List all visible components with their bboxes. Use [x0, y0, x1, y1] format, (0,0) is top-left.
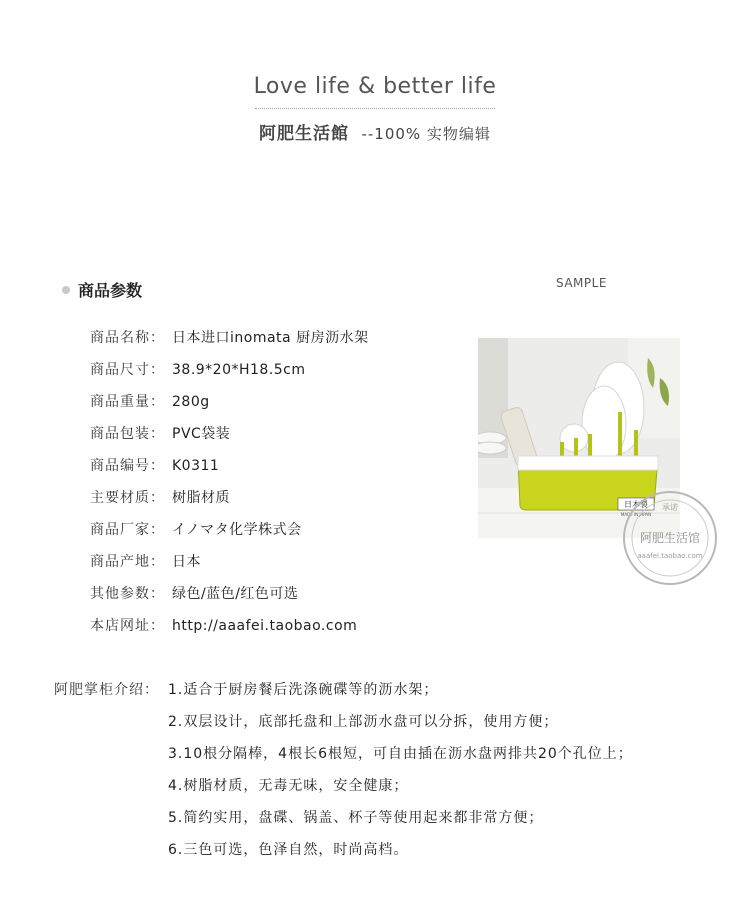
- spec-row: [90, 456, 369, 488]
- section-title: [62, 278, 142, 301]
- made-in-japan-sublabel: MADE IN JAPAN: [620, 512, 652, 517]
- brand-header: [0, 72, 750, 144]
- spec-row: [90, 520, 369, 552]
- intro-label-spacer: [54, 712, 168, 744]
- shop-name: 阿肥生活館: [259, 124, 350, 144]
- spec-label: 本店网址：: [90, 618, 165, 634]
- brand-subtitle: [0, 119, 750, 144]
- intro-label-spacer: [54, 776, 168, 808]
- intro-item: 6.三色可选，色泽自然，时尚高档。: [168, 842, 409, 858]
- spec-row: [90, 488, 369, 520]
- spec-label: 商品产地：: [90, 554, 165, 570]
- intro-row: [54, 776, 633, 808]
- spec-label: 其他参数：: [90, 586, 165, 602]
- intro-label-spacer: [54, 744, 168, 776]
- spec-value: 绿色/蓝色/红色可选: [172, 586, 299, 602]
- intro-label: 阿肥掌柜介绍：: [54, 682, 159, 698]
- intro-item: 5.简约实用，盘碟、锅盖、杯子等使用起来都非常方便；: [168, 810, 544, 826]
- intro-row: [54, 680, 633, 712]
- intro-label-spacer: [54, 840, 168, 872]
- spec-value: 280g: [172, 394, 210, 410]
- spec-value: K0311: [172, 458, 220, 474]
- intro-row: [54, 808, 633, 840]
- intro-item: 2.双层设计，底部托盘和上部沥水盘可以分拆，使用方便；: [168, 714, 559, 730]
- stamp-shop-text: 阿肥生活馆: [639, 531, 701, 545]
- brand-tagline: Love life & better life: [253, 74, 497, 99]
- brand-divider: [255, 108, 495, 109]
- spec-label: 商品尺寸：: [90, 362, 165, 378]
- spec-label: 商品编号：: [90, 458, 165, 474]
- spec-row: [90, 616, 369, 648]
- spec-label: 商品重量：: [90, 394, 165, 410]
- spec-value: イノマタ化学株式会: [172, 522, 302, 538]
- spec-value: http://aaafei.taobao.com: [172, 618, 358, 634]
- brand-claim: --100% 实物编辑: [361, 125, 491, 143]
- bullet-icon: [62, 286, 70, 294]
- shopkeeper-intro: [54, 680, 633, 872]
- intro-item: 4.树脂材质，无毒无味，安全健康；: [168, 778, 409, 794]
- intro-item: 1.适合于厨房餐后洗涤碗碟等的沥水架；: [168, 682, 439, 698]
- intro-row: [54, 712, 633, 744]
- spec-value: 日本: [172, 554, 201, 570]
- spec-list: [90, 328, 369, 648]
- shop-stamp-logo: [620, 488, 720, 588]
- intro-label-spacer: [54, 808, 168, 840]
- spec-value: 树脂材质: [172, 490, 230, 506]
- spec-label: 商品厂家：: [90, 522, 165, 538]
- spec-label: 主要材质：: [90, 490, 165, 506]
- section-title-text: 商品参数: [78, 281, 143, 300]
- stamp-top-text: 承诺: [662, 503, 678, 512]
- intro-row: [54, 840, 633, 872]
- sample-label: SAMPLE: [556, 276, 607, 290]
- intro-row: [54, 744, 633, 776]
- spec-label: 商品名称：: [90, 330, 165, 346]
- intro-item: 3.10根分隔棒，4根长6根短，可自由插在沥水盘两排共20个孔位上；: [168, 746, 633, 762]
- spec-row: [90, 584, 369, 616]
- spec-value: 38.9*20*H18.5cm: [172, 362, 306, 378]
- spec-row: [90, 328, 369, 360]
- made-in-japan-label: 日本製: [624, 500, 648, 509]
- spec-row: [90, 424, 369, 456]
- spec-value: PVC袋装: [172, 426, 231, 442]
- spec-label: 商品包装：: [90, 426, 165, 442]
- spec-row: [90, 552, 369, 584]
- spec-value: 日本进口inomata 厨房沥水架: [172, 330, 369, 346]
- stamp-url-text: aaafei.taobao.com: [637, 552, 703, 560]
- spec-row: [90, 392, 369, 424]
- spec-row: [90, 360, 369, 392]
